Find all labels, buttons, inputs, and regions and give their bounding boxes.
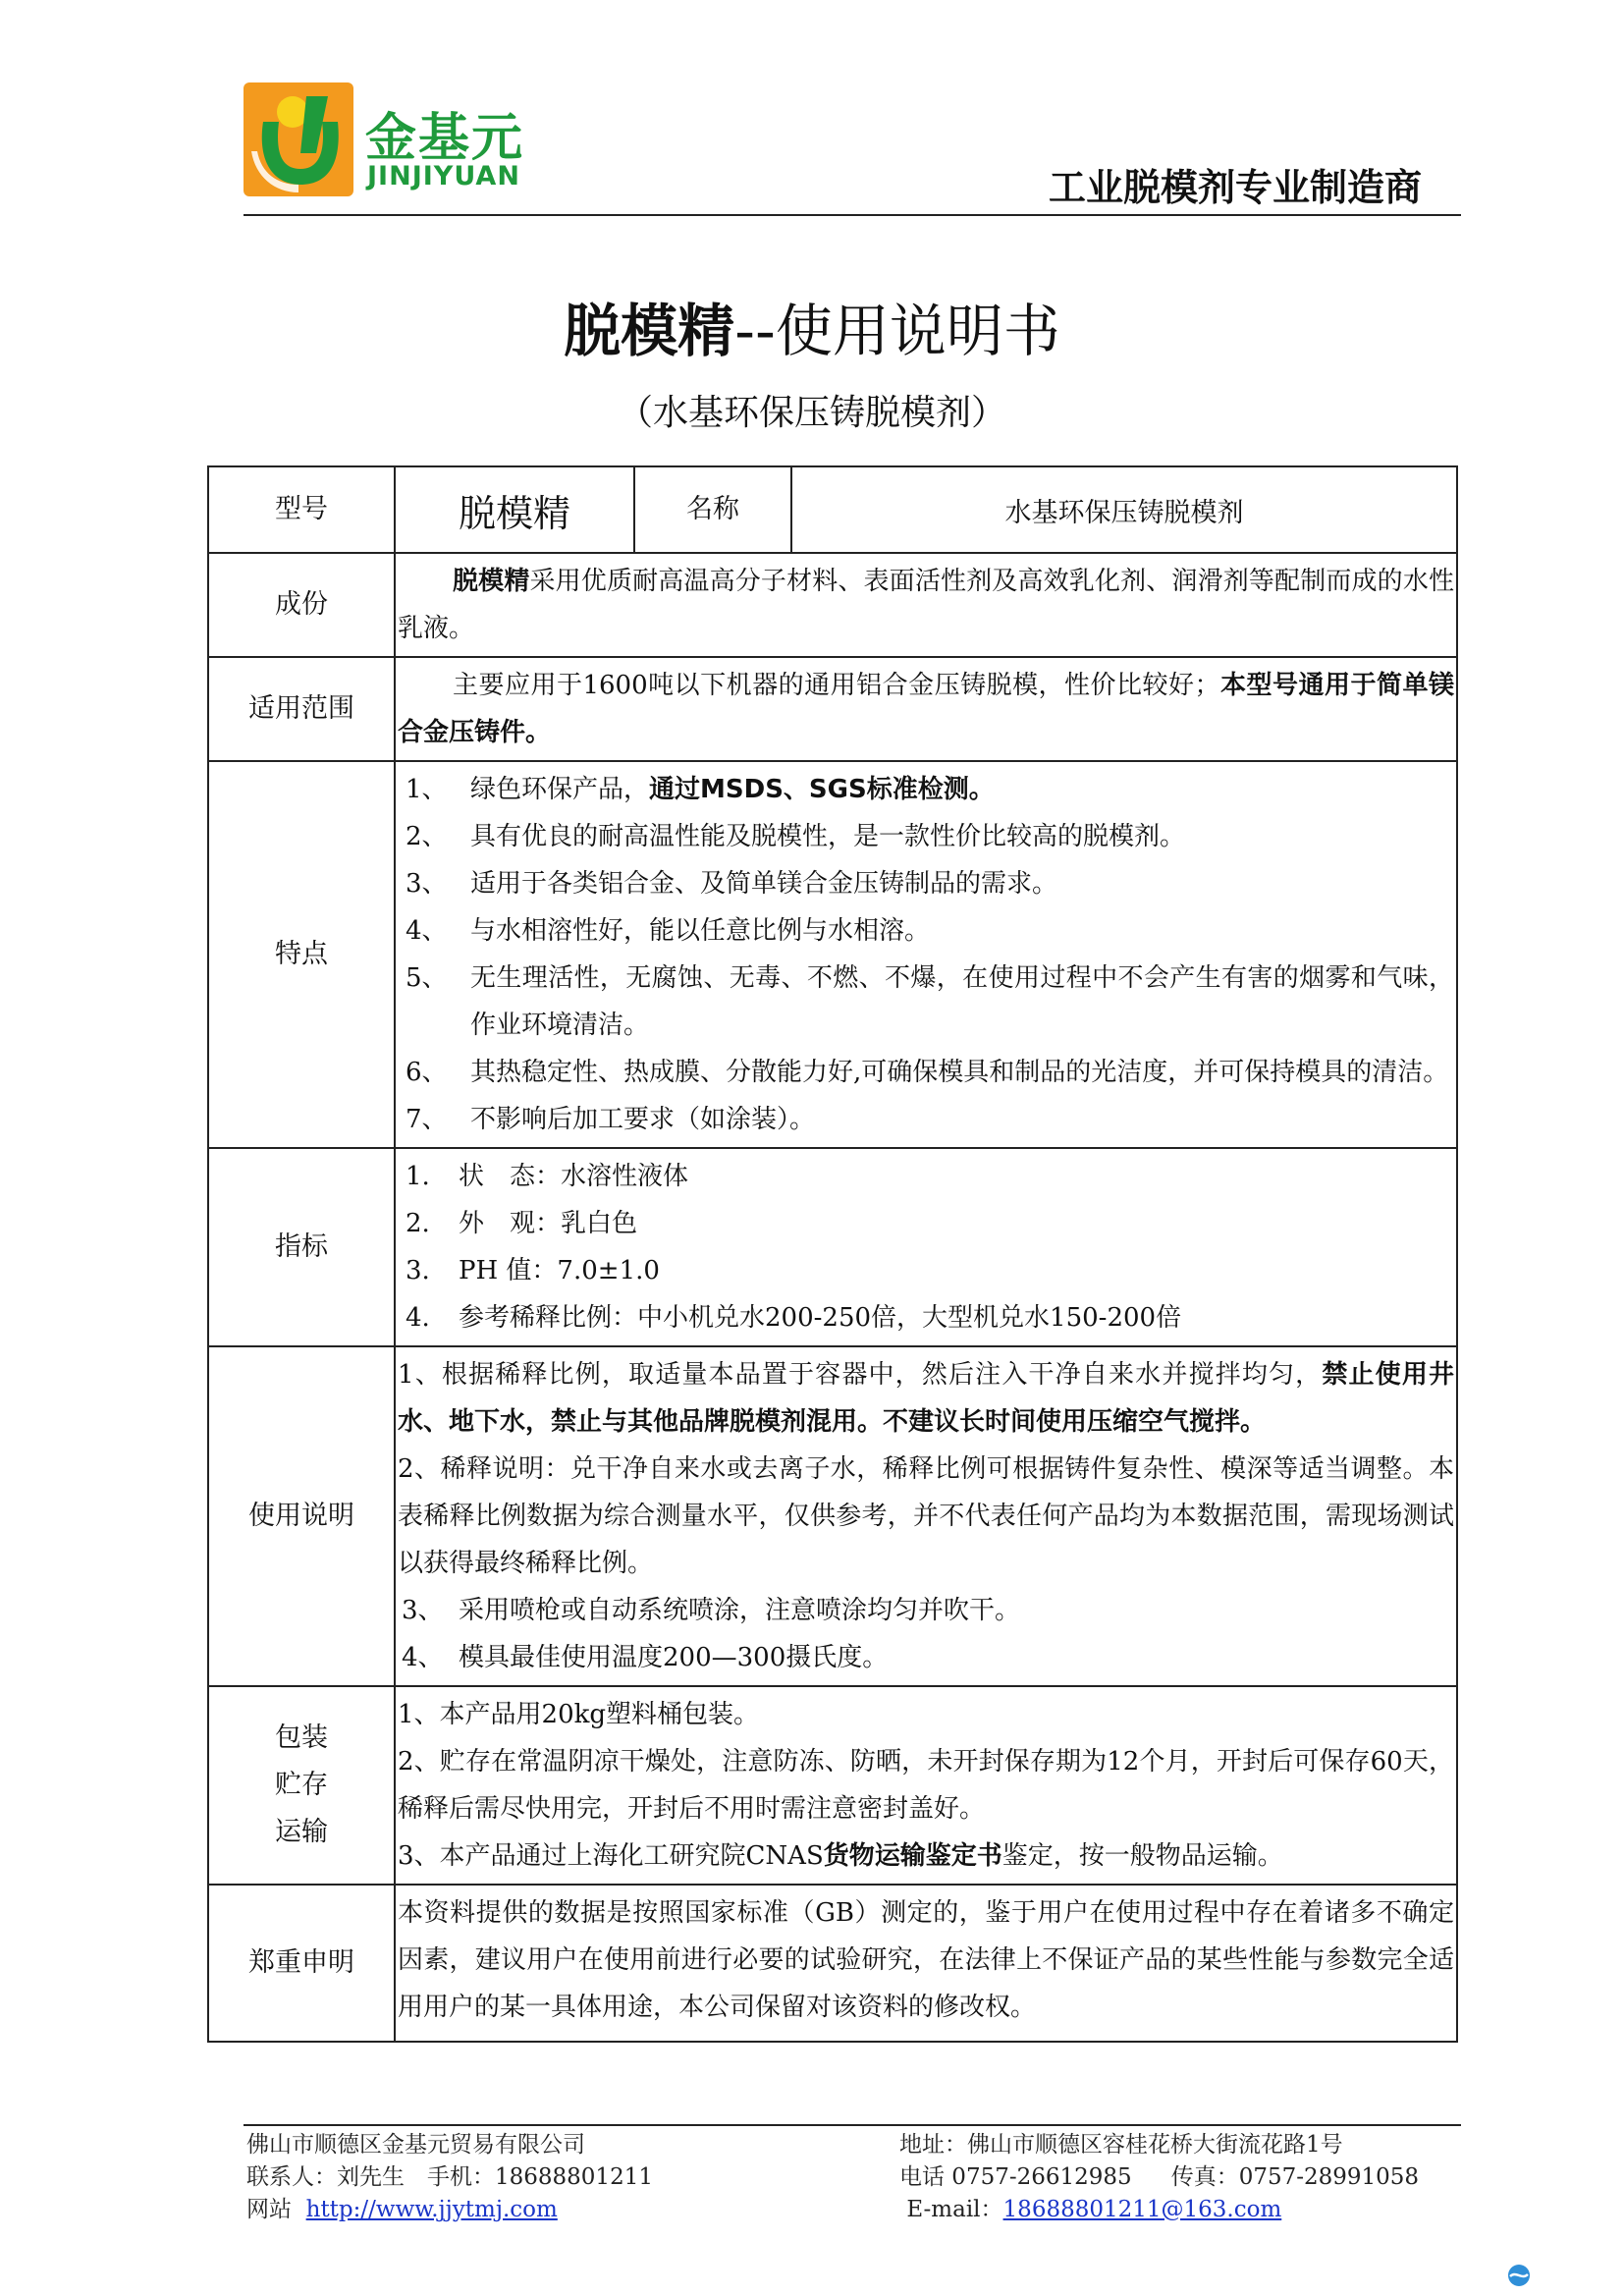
row-disclaimer [208, 1885, 1457, 2042]
document-subtitle: （水基环保压铸脱模剂） [617, 393, 1006, 433]
scope-label: 适用范围 [208, 657, 395, 761]
indicator-item: 3. PH 值：7.0±1.0 [406, 1256, 660, 1285]
usage-instructions [395, 1346, 1457, 1686]
feature-item: 3、 适用于各类铝合金、及简单镁合金压铸制品的需求。 [406, 869, 1058, 899]
usage-step-4: 4、 模具最佳使用温度200—300摄氏度。 [402, 1643, 889, 1672]
composition-text: 采用优质耐高温高分子材料、表面活性剂及高效乳化剂、润滑剂等配制而成的水性乳液。 [398, 567, 1454, 643]
usage-step-1: 1、根据稀释比例，取适量本品置于容器中，然后注入干净自来水并搅拌均匀，禁止使用井水、地下水，禁止与其他品牌脱模剂混用。不建议长时间使用压缩空气搅拌。 [398, 1360, 1454, 1437]
composition-product: 脱模精 [453, 567, 530, 596]
logo-chinese-name: 金基元 [365, 109, 525, 168]
indicator-item: 4. 参考稀释比例：中小机兑水200-250倍，大型机兑水150-200倍 [406, 1303, 1182, 1333]
header-divider [244, 214, 1461, 216]
logo-english-name: JINJIYUAN [367, 161, 520, 191]
row-model [208, 466, 1457, 553]
row-features [208, 761, 1457, 1148]
row-packing [208, 1686, 1457, 1885]
packing-item-1: 1、本产品用20kg塑料桶包装。 [398, 1700, 760, 1729]
packing-label: 包装 贮存 运输 [208, 1686, 395, 1885]
jinjiyuan-logo-icon [244, 82, 353, 196]
usage-step-2: 2、稀释说明：兑干净自来水或去离子水，稀释比例可根据铸件复杂性、模深等适当调整。本表稀释比例数据为综合测量水平，仅供参考，并不代表任何产品均为本数据范围，需现场测试以获得最终稀释比例。 [398, 1454, 1454, 1578]
watermark-globe-icon [1506, 2263, 1532, 2288]
title-product: 脱模精 [564, 298, 735, 364]
indicators-list [395, 1148, 1457, 1346]
indicator-item: 1. 状 态：水溶性液体 [406, 1162, 689, 1191]
name-value: 水基环保压铸脱模剂 [791, 466, 1457, 553]
disclaimer-label: 郑重申明 [208, 1885, 395, 2042]
composition-label: 成份 [208, 553, 395, 657]
indicators-label: 指标 [208, 1148, 395, 1346]
features-list [395, 761, 1457, 1148]
packing-item-3: 3、本产品通过上海化工研究院CNAS货物运输鉴定书鉴定，按一般物品运输。 [398, 1841, 1283, 1871]
footer-address: 地址：佛山市顺德区容桂花桥大街流花路1号 [899, 2132, 1343, 2158]
feature-item: 5、 无生理活性，无腐蚀、无毒、不燃、不爆，在使用过程中不会产生有害的烟雾和气味，作业环境清洁。 [406, 963, 1454, 1040]
feature-item: 6、 其热稳定性、热成膜、分散能力好,可确保模具和制品的光洁度，并可保持模具的清洁。 [406, 1058, 1449, 1087]
scope-text: 主要应用于1600吨以下机器的通用铝合金压铸脱模，性价比较好； [453, 671, 1220, 700]
row-composition [208, 553, 1457, 657]
document-title [0, 285, 1624, 367]
footer-left [246, 2129, 653, 2226]
row-usage [208, 1346, 1457, 1686]
model-value: 脱模精 [395, 466, 634, 553]
row-indicators [208, 1148, 1457, 1346]
model-label: 型号 [208, 466, 395, 553]
footer-phone-fax: 电话 0757-26612985 传真：0757-28991058 [899, 2164, 1420, 2190]
footer-website-line: 网站 http://www.jjytmj.com [246, 2197, 558, 2222]
website-link[interactable]: http://www.jjytmj.com [305, 2197, 558, 2222]
email-link[interactable]: 18688801211@163.com [1002, 2197, 1282, 2222]
footer-email-line: E-mail：18688801211@163.com [906, 2197, 1282, 2222]
spec-table [207, 465, 1458, 2043]
footer-contact: 联系人：刘先生 手机：18688801211 [246, 2164, 653, 2190]
scope-value [395, 657, 1457, 761]
packing-item-2: 2、贮存在常温阴凉干燥处，注意防冻、防晒，未开封保存期为12个月，开封后可保存60天，稀释后需尽快用完，开封后不用时需注意密封盖好。 [398, 1747, 1454, 1824]
usage-step-3: 3、 采用喷枪或自动系统喷涂，注意喷涂均匀并吹干。 [402, 1596, 1021, 1625]
row-scope [208, 657, 1457, 761]
feature-item: 4、 与水相溶性好，能以任意比例与水相溶。 [406, 916, 931, 946]
footer-company: 佛山市顺德区金基元贸易有限公司 [246, 2132, 585, 2158]
packing-value [395, 1686, 1457, 1885]
feature-item: 7、 不影响后加工要求（如涂装）。 [406, 1105, 816, 1134]
footer-divider [244, 2124, 1461, 2126]
title-rest: --使用说明书 [734, 298, 1060, 364]
company-tagline: 工业脱模剂专业制造商 [1048, 166, 1422, 209]
usage-label: 使用说明 [208, 1346, 395, 1686]
name-label: 名称 [634, 466, 791, 553]
indicator-item: 2. 外 观：乳白色 [406, 1209, 638, 1238]
composition-value [395, 553, 1457, 657]
disclaimer-value: 本资料提供的数据是按照国家标准（GB）测定的，鉴于用户在使用过程中存在着诸多不确定因素，建议用户在使用前进行必要的试验研究，在法律上不保证产品的某些性能与参数完全适用用户的某一具体用途，本公司保留对该资料的修改权。 [395, 1885, 1457, 2042]
company-logo [244, 82, 558, 196]
feature-item: 2、 具有优良的耐高温性能及脱模性，是一款性价比较高的脱模剂。 [406, 822, 1186, 851]
feature-item: 1、 绿色环保产品，通过MSDS、SGS标准检测。 [406, 775, 995, 804]
features-label: 特点 [208, 761, 395, 1148]
footer-right [899, 2129, 1419, 2226]
scope-bold-text: 本型号通用于简单镁合金压铸件。 [398, 671, 1454, 747]
